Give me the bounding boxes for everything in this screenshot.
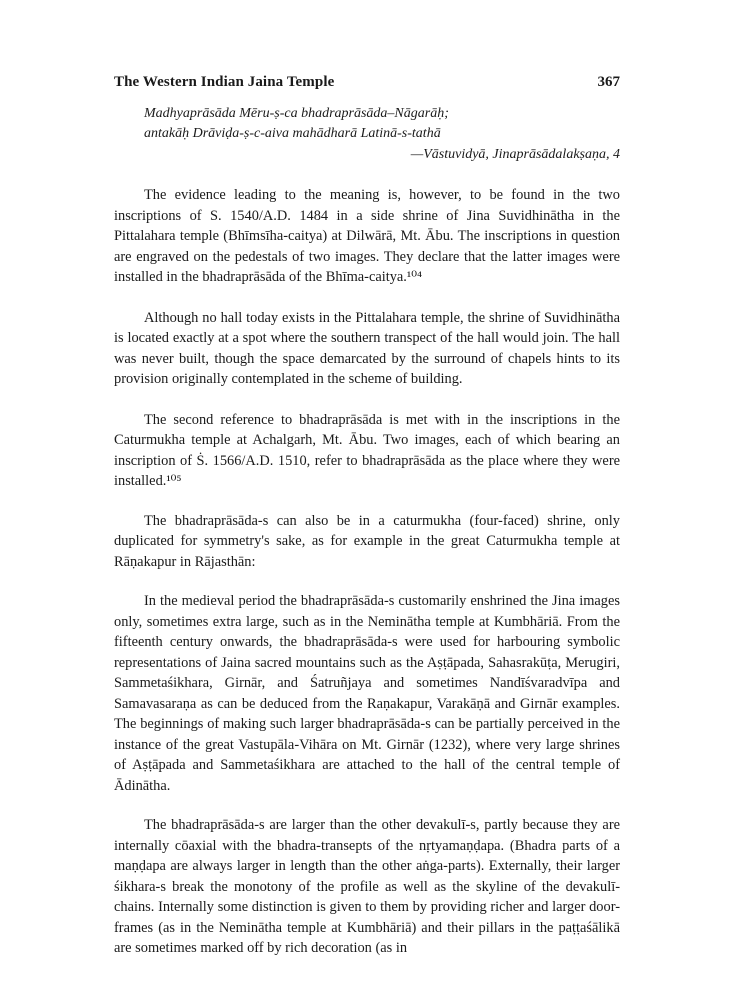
- paragraph-1: The evidence leading to the meaning is, however, to be found in the two inscriptions of S. 1540/A.D. 1484 in a side shrine of Jina Suvidhinātha in the Pittalahara temple (Bhīmsīha-caitya) at Dilwārā, Mt. Ābu. The inscriptions in question are engraved on the pedestals of two images. They declare that the latter images were installed in the bhadraprāsāda of the Bhīma-caitya.¹⁰⁴: [114, 187, 620, 285]
- paragraph-5: In the medieval period the bhadraprāsāda-s customarily enshrined the Jina images only, sometimes extra large, such as in the Neminātha temple at Kumbhāriā. From the fifteenth century onwards, the bhadraprāsāda-s were used for harbouring symbolic representations of Jaina sacred mountains such as the Aṣṭāpada, Sahasrakūṭa, Merugiri, Sammetaśikhara, Girnār, and Śatruñjaya and sometimes Nandīśvaradvīpa and Samavasaraṇa as can be deduced from the Raṇakapur, Varakāṇā and Girnār examples. The beginnings of making such larger bhadraprāsāda-s can be partially perceived in the instance of the great Vastupāla-Vihāra on Mt. Girnār (1232), where very large shrines of Aṣṭāpada and Sammetaśikhara are attached to the hall of the central temple of Ādinātha.: [114, 593, 620, 794]
- document-page: [114, 74, 620, 959]
- verse-source: —Vāstuvidyā, Jinaprāsādalakṣaṇa, 4: [410, 147, 620, 162]
- verse-line-1: Madhyaprāsāda Mēru-ṣ-ca bhadraprāsāda–Nāgarāḥ;: [144, 106, 449, 121]
- page-number: 367: [597, 74, 620, 90]
- paragraph-3: The second reference to bhadraprāsāda is met with in the inscriptions in the Caturmukha temple at Achalgarh, Mt. Ābu. Two images, each of which bearing an inscription of Ṡ. 1566/A.D. 1510, refer to bhadraprāsāda as the place where they were installed.¹⁰⁵: [114, 411, 620, 489]
- verse-quotation: [114, 104, 620, 165]
- paragraph-2: Although no hall today exists in the Pittalahara temple, the shrine of Suvidhinātha is located exactly at a spot where the southern transpect of the hall would join. The hall was never built, though the space demarcated by the surround of chapels hints to its provision originally contemplated in the scheme of building.: [114, 309, 620, 387]
- verse-line-2: antakāḥ Drāviḍa-ṣ-c-aiva mahādharā Latinā-s-tathā: [144, 126, 441, 141]
- page-header: [114, 74, 620, 98]
- paragraph-6: The bhadraprāsāda-s are larger than the other devakulī-s, partly because they are internally cōaxial with the bhadra-transepts of the nṛtyamaṇḍapa. (Bhadra parts of a maṇḍapa are always larger in length than the other aṅga-parts). Externally, their larger śikhara-s break the monotony of the profile as well as the skyline of the devakulī-chains. Internally some distinction is given to them by providing richer and larger door-frames (as in the Neminātha temple at Kumbhāriā) and their pillars in the paṭṭaśālikā are sometimes marked off by rich decoration (as in: [114, 817, 620, 956]
- paragraph-4: The bhadraprāsāda-s can also be in a caturmukha (four-faced) shrine, only duplicated for symmetry's sake, as for example in the great Caturmukha temple at Rāṇakapur in Rājasthān:: [114, 512, 620, 570]
- running-title: The Western Indian Jaina Temple: [114, 74, 335, 90]
